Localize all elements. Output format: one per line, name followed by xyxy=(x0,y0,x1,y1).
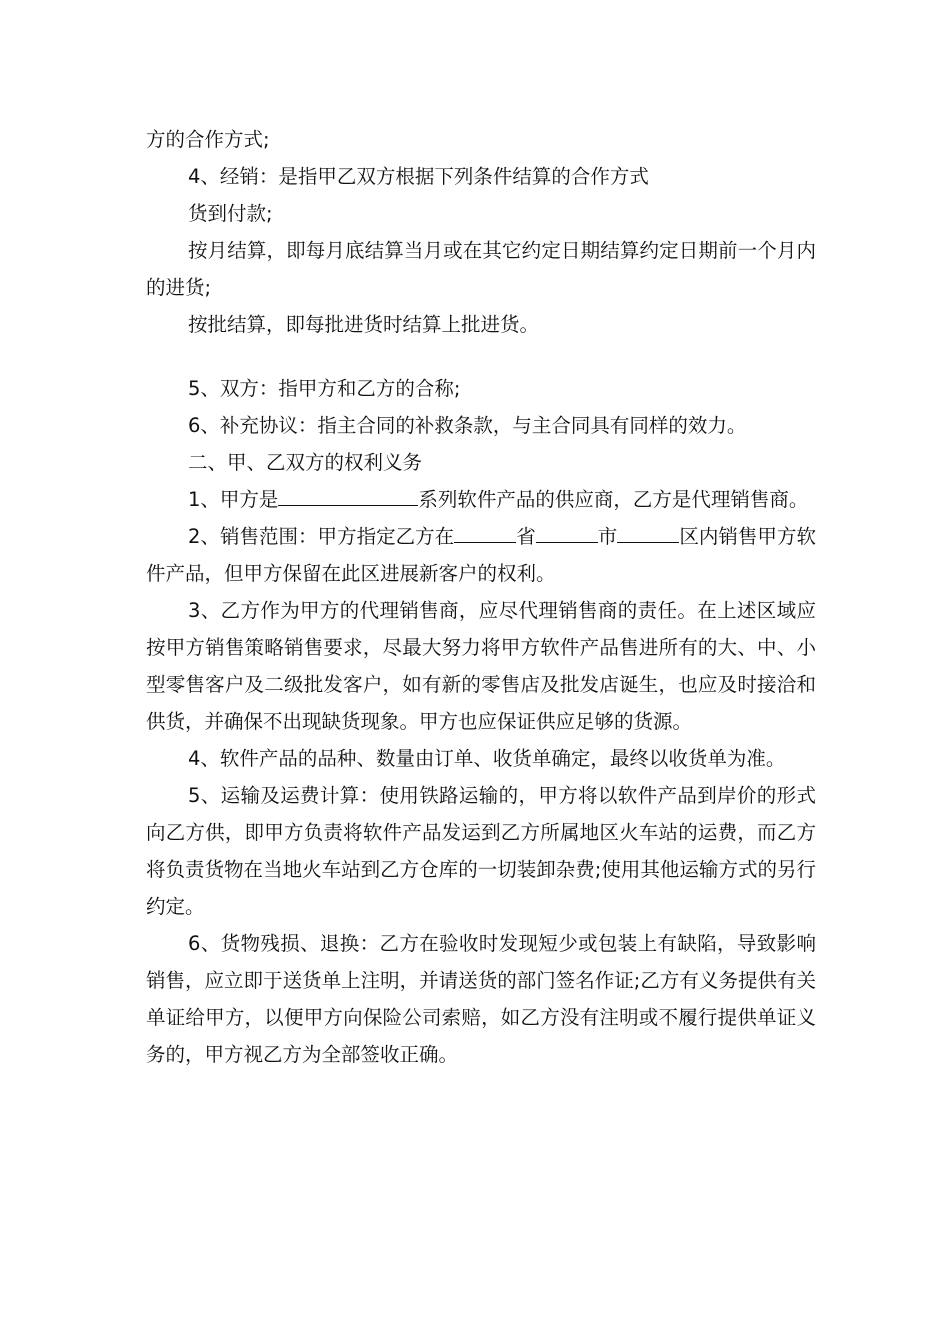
clause-text: 1、甲方是 xyxy=(188,488,279,511)
paragraph-cooperation-mode-tail: 方的合作方式; xyxy=(146,128,270,151)
section-heading-rights-obligations: 二、甲、乙双方的权利义务 xyxy=(188,451,423,474)
clause-text: 省 xyxy=(516,525,536,548)
paragraph-damage-returns: 6、货物残损、退换：乙方在验收时发现短少或包装上有缺陷，导致影响销售，应立即于送货单上注明，并请送货的部门签名作证;乙方有义务提供有关单证给甲方，以便甲方向保险公司索赔，如乙方没有注明或不履行提供单证义务的，甲方视乙方为全部签收正确。 xyxy=(146,932,816,1066)
paragraph-monthly-settlement: 按月结算，即每月底结算当月或在其它约定日期结算约定日期前一个月内的进货; xyxy=(146,239,816,299)
clause-text: 2、销售范围：甲方指定乙方在 xyxy=(188,525,455,548)
paragraph-sales-region-clause xyxy=(146,518,816,592)
paragraph-spacer xyxy=(146,343,816,370)
blank-field-city xyxy=(536,518,598,543)
paragraph-supplier-clause xyxy=(146,481,816,518)
paragraph-cash-on-delivery: 货到付款; xyxy=(188,202,273,225)
blank-field-district xyxy=(617,518,679,543)
clause-text: 市 xyxy=(597,525,618,548)
paragraph-supplementary-agreement: 6、补充协议：指主合同的补救条款，与主合同具有同样的效力。 xyxy=(188,414,747,437)
clause-text: 系列软件产品的供应商，乙方是代理销售商。 xyxy=(418,488,809,511)
paragraph-both-parties-definition: 5、双方：指甲方和乙方的合称; xyxy=(188,377,461,400)
clause-text: 区内销售甲方软件产品，但甲方保留在此区进展新客户的权利。 xyxy=(146,525,816,585)
paragraph-distribution-definition: 4、经销：是指甲乙双方根据下列条件结算的合作方式 xyxy=(188,165,649,188)
paragraph-batch-settlement: 按批结算，即每批进货时结算上批进货。 xyxy=(188,313,540,336)
paragraph-agent-responsibility: 3、乙方作为甲方的代理销售商，应尽代理销售商的责任。在上述区域应按甲方销售策略销售要求，尽最大努力将甲方软件产品售进所有的大、中、小型零售客户及二级批发客户，如有新的零售店及批发店诞生，也应及时接洽和供货，并确保不出现缺货现象。甲方也应保证供应足够的货源。 xyxy=(146,599,816,733)
paragraph-product-quantity: 4、软件产品的品种、数量由订单、收货单确定，最终以收货单为准。 xyxy=(188,747,786,770)
paragraph-transport-costs: 5、运输及运费计算：使用铁路运输的，甲方将以软件产品到岸价的形式向乙方供，即甲方负责将软件产品发运到乙方所属地区火车站的运费，而乙方将负责货物在当地火车站到乙方仓库的一切装卸杂费;使用其他运输方式的另行约定。 xyxy=(146,784,816,918)
blank-field-product-series xyxy=(278,481,418,506)
document-body xyxy=(146,121,816,1073)
blank-field-province xyxy=(454,518,516,543)
